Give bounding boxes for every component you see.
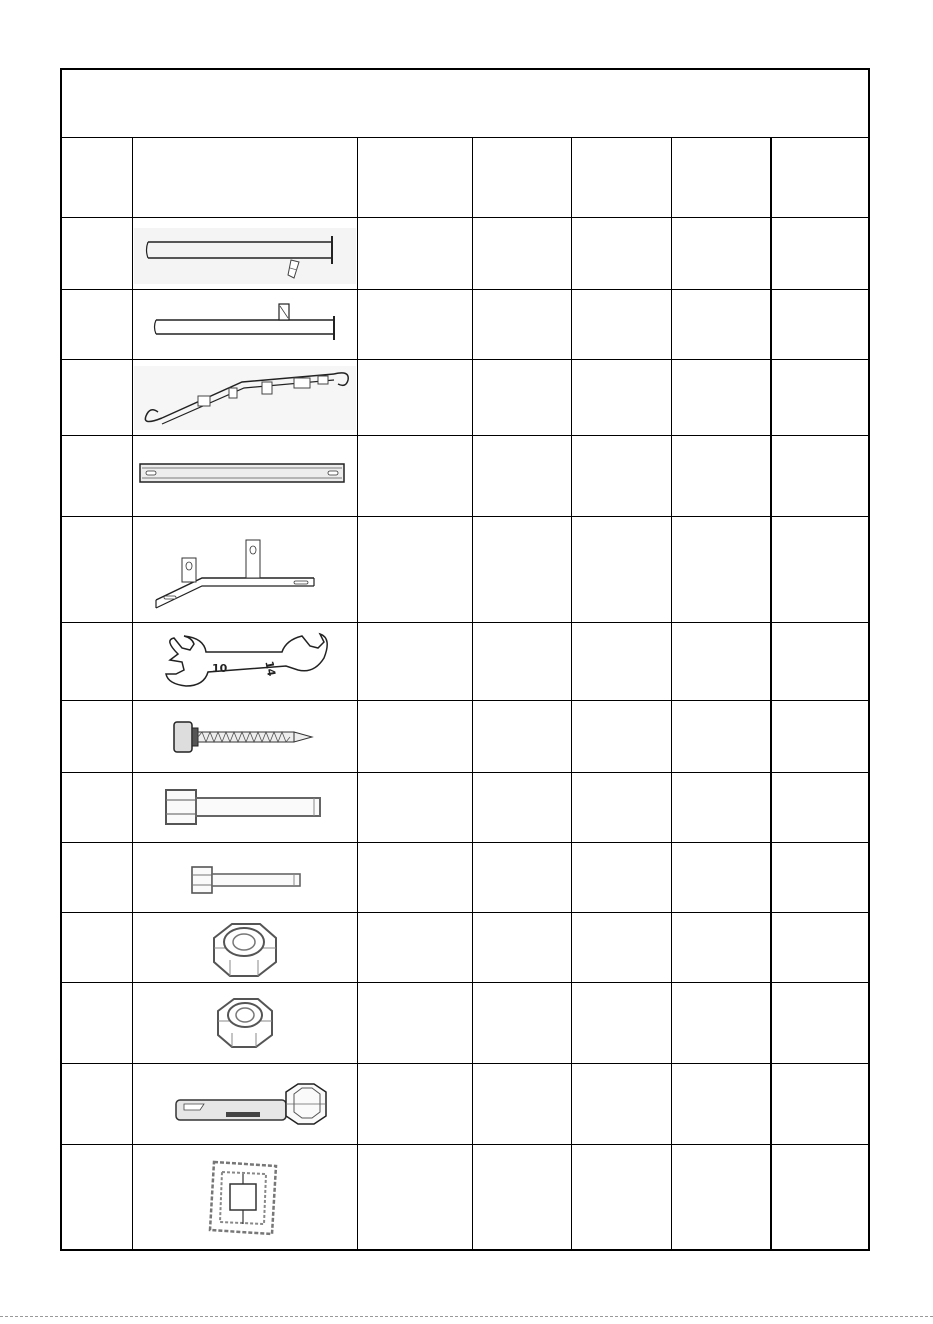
column-divider [472,137,473,1249]
short-hex-bolt-icon [134,853,356,909]
flat-slotted-bar-icon [134,446,356,506]
row-divider [62,359,868,360]
column-divider [132,137,133,1249]
row-divider [62,842,868,843]
header-row-divider [62,217,868,218]
square-washer-icon [134,1154,356,1244]
bent-bracket-with-tabs-icon [134,526,356,616]
small-hex-nut-icon [134,991,356,1053]
row-divider [62,622,868,623]
sleeve-anchor-bolt-icon [134,1070,356,1138]
table-title [62,70,868,136]
long-rod-with-bracket-icon [134,298,356,352]
self-drilling-screw-icon [134,710,356,766]
page-bottom-edge [0,1316,933,1317]
row-divider [62,912,868,913]
wrench-icon [134,630,356,694]
row-divider [62,982,868,983]
parts-list-table [60,68,870,1251]
title-row-divider [62,137,868,138]
hooked-bracket-arm-icon [134,366,356,430]
wrench-size-14: 14 [262,660,278,678]
row-divider [62,700,868,701]
row-divider [62,516,868,517]
row-divider [62,1144,868,1145]
large-hex-nut-icon [134,918,356,980]
column-divider [357,137,358,1249]
column-divider [671,137,672,1249]
row-divider [62,435,868,436]
row-divider [62,772,868,773]
wrench-size-10: 10 [212,662,228,675]
long-hex-bolt-icon [134,782,356,838]
row-divider [62,289,868,290]
long-rod-with-latch-icon [134,228,356,284]
column-divider [770,137,772,1249]
column-divider [571,137,572,1249]
row-divider [62,1063,868,1064]
